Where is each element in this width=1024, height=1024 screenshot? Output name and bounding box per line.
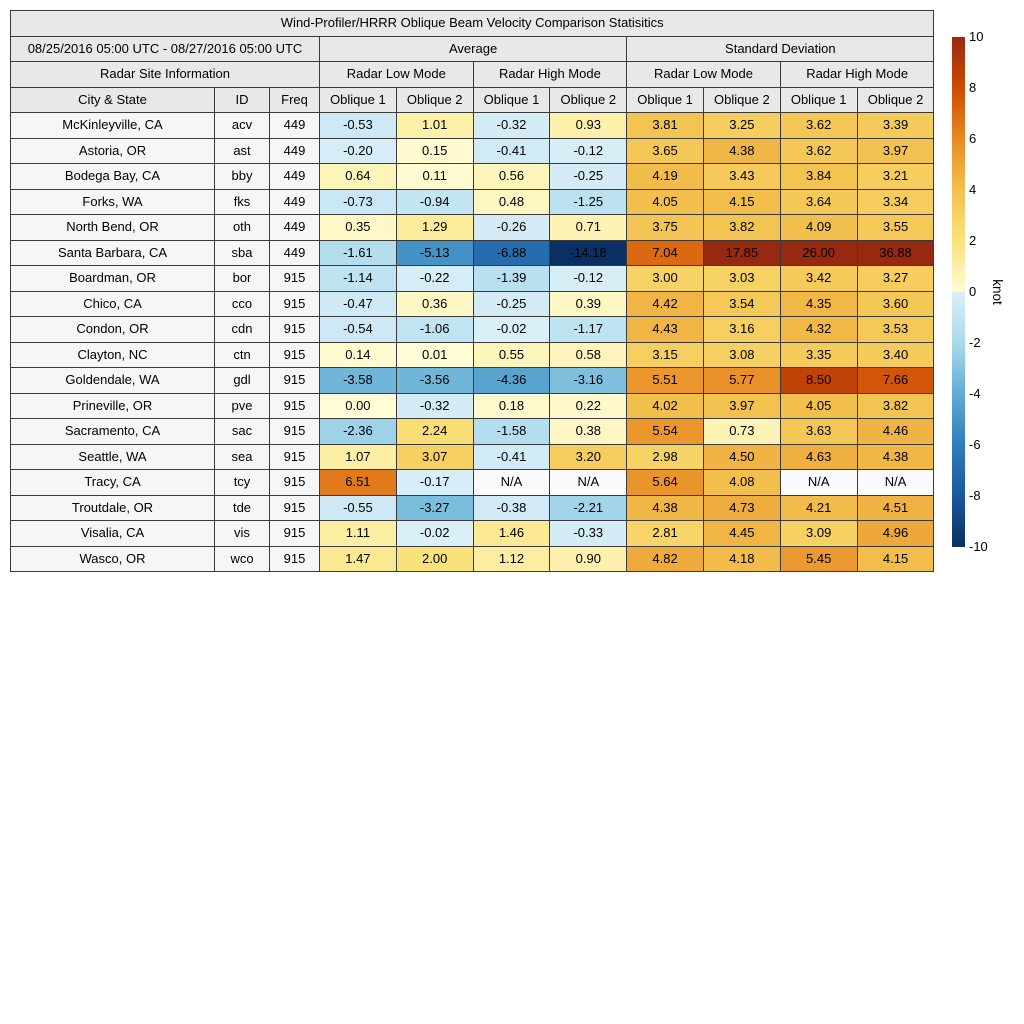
city-cell: North Bend, OR <box>11 215 215 241</box>
value-cell: -3.27 <box>396 495 473 521</box>
value-cell: 4.96 <box>857 521 934 547</box>
id-cell: bby <box>215 164 270 190</box>
value-cell: -0.20 <box>320 138 397 164</box>
freq-cell: 915 <box>270 266 320 292</box>
value-cell: 17.85 <box>703 240 780 266</box>
table-row <box>11 546 934 572</box>
value-cell: 3.20 <box>550 444 627 470</box>
group-header-standard-deviation: Standard Deviation <box>627 36 934 62</box>
table-row <box>11 419 934 445</box>
value-cell: 4.09 <box>780 215 857 241</box>
value-cell: -1.25 <box>550 189 627 215</box>
radar-site-information-header: Radar Site Information <box>11 62 320 88</box>
city-cell: Forks, WA <box>11 189 215 215</box>
value-cell: -1.06 <box>396 317 473 343</box>
freq-cell: 915 <box>270 317 320 343</box>
value-cell: -0.26 <box>473 215 550 241</box>
freq-cell: 449 <box>270 189 320 215</box>
table-row <box>11 470 934 496</box>
city-cell: Wasco, OR <box>11 546 215 572</box>
oblique2-header: Oblique 2 <box>396 87 473 113</box>
value-cell: -5.13 <box>396 240 473 266</box>
id-cell: sba <box>215 240 270 266</box>
value-cell: -3.56 <box>396 368 473 394</box>
value-cell: 0.64 <box>320 164 397 190</box>
value-cell: 3.43 <box>703 164 780 190</box>
value-cell: 3.63 <box>780 419 857 445</box>
avg-high-mode-header: Radar High Mode <box>473 62 627 88</box>
value-cell: 4.45 <box>703 521 780 547</box>
value-cell: 3.21 <box>857 164 934 190</box>
value-cell: 3.39 <box>857 113 934 139</box>
value-cell: 1.29 <box>396 215 473 241</box>
value-cell: 8.50 <box>780 368 857 394</box>
freq-header: Freq <box>270 87 320 113</box>
value-cell: 4.19 <box>627 164 704 190</box>
table-row <box>11 444 934 470</box>
colorbar-tick-label: 2 <box>969 233 977 248</box>
city-cell: Condon, OR <box>11 317 215 343</box>
freq-cell: 915 <box>270 393 320 419</box>
city-cell: Bodega Bay, CA <box>11 164 215 190</box>
value-cell: 4.35 <box>780 291 857 317</box>
freq-cell: 449 <box>270 138 320 164</box>
value-cell: 26.00 <box>780 240 857 266</box>
id-cell: acv <box>215 113 270 139</box>
colorbar-tick-label: -10 <box>969 539 988 554</box>
value-cell: 4.38 <box>627 495 704 521</box>
value-cell: -6.88 <box>473 240 550 266</box>
value-cell: 4.18 <box>703 546 780 572</box>
table-row <box>11 240 934 266</box>
value-cell: 0.39 <box>550 291 627 317</box>
value-cell: 3.64 <box>780 189 857 215</box>
id-cell: sac <box>215 419 270 445</box>
value-cell: 6.51 <box>320 470 397 496</box>
value-cell: 1.11 <box>320 521 397 547</box>
value-cell: 5.45 <box>780 546 857 572</box>
value-cell: -0.55 <box>320 495 397 521</box>
table-title: Wind-Profiler/HRRR Oblique Beam Velocity Comparison Statisitics <box>11 11 934 37</box>
value-cell: 2.81 <box>627 521 704 547</box>
value-cell: 4.50 <box>703 444 780 470</box>
value-cell: -0.02 <box>396 521 473 547</box>
value-cell: 3.42 <box>780 266 857 292</box>
colorbar-tick-label: -6 <box>969 437 981 452</box>
value-cell: -0.38 <box>473 495 550 521</box>
value-cell: 0.18 <box>473 393 550 419</box>
value-cell: -0.25 <box>550 164 627 190</box>
table-row <box>11 393 934 419</box>
table-row <box>11 266 934 292</box>
group-header-average: Average <box>320 36 627 62</box>
date-range: 08/25/2016 05:00 UTC - 08/27/2016 05:00 UTC <box>11 36 320 62</box>
table-row <box>11 521 934 547</box>
colorbar-unit-label: knot <box>990 279 1005 305</box>
value-cell: -0.17 <box>396 470 473 496</box>
value-cell: 2.24 <box>396 419 473 445</box>
colorbar-tick-label: -4 <box>969 386 981 401</box>
value-cell: 4.08 <box>703 470 780 496</box>
value-cell: 5.64 <box>627 470 704 496</box>
id-header: ID <box>215 87 270 113</box>
table-row <box>11 317 934 343</box>
value-cell: 0.38 <box>550 419 627 445</box>
value-cell: 1.01 <box>396 113 473 139</box>
value-cell: 0.35 <box>320 215 397 241</box>
value-cell: -0.41 <box>473 138 550 164</box>
id-cell: tcy <box>215 470 270 496</box>
value-cell: 4.32 <box>780 317 857 343</box>
value-cell: 0.01 <box>396 342 473 368</box>
value-cell: -3.16 <box>550 368 627 394</box>
id-cell: ctn <box>215 342 270 368</box>
value-cell: -1.17 <box>550 317 627 343</box>
city-cell: Astoria, OR <box>11 138 215 164</box>
city-cell: Tracy, CA <box>11 470 215 496</box>
value-cell: 5.51 <box>627 368 704 394</box>
value-cell: -0.12 <box>550 138 627 164</box>
value-cell: 0.90 <box>550 546 627 572</box>
value-cell: -0.32 <box>473 113 550 139</box>
value-cell: 5.77 <box>703 368 780 394</box>
id-cell: vis <box>215 521 270 547</box>
value-cell: 0.71 <box>550 215 627 241</box>
table-body <box>11 113 934 572</box>
value-cell: 0.48 <box>473 189 550 215</box>
value-cell: N/A <box>473 470 550 496</box>
value-cell: -1.58 <box>473 419 550 445</box>
value-cell: 4.38 <box>857 444 934 470</box>
city-cell: McKinleyville, CA <box>11 113 215 139</box>
value-cell: -0.12 <box>550 266 627 292</box>
value-cell: 4.15 <box>857 546 934 572</box>
colorbar-tick-label: 10 <box>969 29 984 44</box>
value-cell: 3.60 <box>857 291 934 317</box>
value-cell: 2.98 <box>627 444 704 470</box>
freq-cell: 915 <box>270 546 320 572</box>
id-cell: tde <box>215 495 270 521</box>
id-cell: ast <box>215 138 270 164</box>
value-cell: -0.41 <box>473 444 550 470</box>
column-header-row <box>11 87 934 113</box>
value-cell: N/A <box>550 470 627 496</box>
value-cell: -0.94 <box>396 189 473 215</box>
value-cell: 1.47 <box>320 546 397 572</box>
value-cell: 3.62 <box>780 138 857 164</box>
oblique2-header: Oblique 2 <box>703 87 780 113</box>
value-cell: 7.04 <box>627 240 704 266</box>
city-cell: Seattle, WA <box>11 444 215 470</box>
city-cell: Santa Barbara, CA <box>11 240 215 266</box>
freq-cell: 915 <box>270 444 320 470</box>
colorbar-tick-label: -2 <box>969 335 981 350</box>
value-cell: 3.97 <box>857 138 934 164</box>
value-cell: 4.43 <box>627 317 704 343</box>
id-cell: cdn <box>215 317 270 343</box>
table-row <box>11 215 934 241</box>
table-row <box>11 164 934 190</box>
value-cell: 4.42 <box>627 291 704 317</box>
value-cell: 0.93 <box>550 113 627 139</box>
table-row <box>11 342 934 368</box>
colorbar-tick-label: 0 <box>969 284 977 299</box>
value-cell: -1.61 <box>320 240 397 266</box>
value-cell: 3.53 <box>857 317 934 343</box>
id-cell: gdl <box>215 368 270 394</box>
value-cell: 4.82 <box>627 546 704 572</box>
freq-cell: 915 <box>270 521 320 547</box>
colorbar-gradient <box>952 37 965 547</box>
value-cell: 3.08 <box>703 342 780 368</box>
value-cell: -1.14 <box>320 266 397 292</box>
oblique2-header: Oblique 2 <box>857 87 934 113</box>
value-cell: N/A <box>857 470 934 496</box>
city-cell: Boardman, OR <box>11 266 215 292</box>
freq-cell: 915 <box>270 342 320 368</box>
value-cell: -0.25 <box>473 291 550 317</box>
value-cell: 3.34 <box>857 189 934 215</box>
value-cell: 3.40 <box>857 342 934 368</box>
value-cell: 4.63 <box>780 444 857 470</box>
value-cell: 3.81 <box>627 113 704 139</box>
value-cell: -0.22 <box>396 266 473 292</box>
id-cell: fks <box>215 189 270 215</box>
value-cell: 36.88 <box>857 240 934 266</box>
value-cell: 3.54 <box>703 291 780 317</box>
value-cell: -14.18 <box>550 240 627 266</box>
freq-cell: 915 <box>270 470 320 496</box>
value-cell: -0.33 <box>550 521 627 547</box>
colorbar-tick-label: -8 <box>969 488 981 503</box>
id-cell: pve <box>215 393 270 419</box>
value-cell: 3.82 <box>857 393 934 419</box>
value-cell: 1.12 <box>473 546 550 572</box>
city-cell: Prineville, OR <box>11 393 215 419</box>
table-row <box>11 495 934 521</box>
city-cell: Troutdale, OR <box>11 495 215 521</box>
value-cell: 0.56 <box>473 164 550 190</box>
id-cell: sea <box>215 444 270 470</box>
value-cell: 3.82 <box>703 215 780 241</box>
value-cell: 3.03 <box>703 266 780 292</box>
table-row <box>11 368 934 394</box>
table-row <box>11 113 934 139</box>
freq-cell: 449 <box>270 164 320 190</box>
value-cell: 4.15 <box>703 189 780 215</box>
freq-cell: 915 <box>270 495 320 521</box>
table-row <box>11 189 934 215</box>
colorbar-tick-label: 4 <box>969 182 977 197</box>
mode-header-row <box>11 62 934 88</box>
value-cell: 0.11 <box>396 164 473 190</box>
value-cell: 4.51 <box>857 495 934 521</box>
value-cell: 3.97 <box>703 393 780 419</box>
value-cell: 0.73 <box>703 419 780 445</box>
value-cell: 3.55 <box>857 215 934 241</box>
value-cell: 4.38 <box>703 138 780 164</box>
value-cell: 3.35 <box>780 342 857 368</box>
value-cell: 4.05 <box>780 393 857 419</box>
value-cell: 0.15 <box>396 138 473 164</box>
city-cell: Visalia, CA <box>11 521 215 547</box>
value-cell: 3.65 <box>627 138 704 164</box>
value-cell: -1.39 <box>473 266 550 292</box>
value-cell: 0.58 <box>550 342 627 368</box>
value-cell: 5.54 <box>627 419 704 445</box>
value-cell: -0.73 <box>320 189 397 215</box>
value-cell: 0.14 <box>320 342 397 368</box>
freq-cell: 449 <box>270 240 320 266</box>
freq-cell: 449 <box>270 113 320 139</box>
oblique1-header: Oblique 1 <box>473 87 550 113</box>
freq-cell: 915 <box>270 419 320 445</box>
city-cell: Sacramento, CA <box>11 419 215 445</box>
value-cell: 1.07 <box>320 444 397 470</box>
city-cell: Clayton, NC <box>11 342 215 368</box>
value-cell: -0.02 <box>473 317 550 343</box>
value-cell: 3.09 <box>780 521 857 547</box>
oblique2-header: Oblique 2 <box>550 87 627 113</box>
value-cell: -3.58 <box>320 368 397 394</box>
city-cell: Chico, CA <box>11 291 215 317</box>
value-cell: 0.00 <box>320 393 397 419</box>
value-cell: -4.36 <box>473 368 550 394</box>
value-cell: -0.54 <box>320 317 397 343</box>
city-cell: Goldendale, WA <box>11 368 215 394</box>
value-cell: 4.21 <box>780 495 857 521</box>
value-cell: 3.75 <box>627 215 704 241</box>
id-cell: wco <box>215 546 270 572</box>
value-cell: 4.73 <box>703 495 780 521</box>
value-cell: N/A <box>780 470 857 496</box>
id-cell: cco <box>215 291 270 317</box>
group-header-row <box>11 36 934 62</box>
value-cell: 1.46 <box>473 521 550 547</box>
value-cell: 0.22 <box>550 393 627 419</box>
value-cell: -2.21 <box>550 495 627 521</box>
value-cell: -0.53 <box>320 113 397 139</box>
value-cell: 3.15 <box>627 342 704 368</box>
freq-cell: 449 <box>270 215 320 241</box>
oblique1-header: Oblique 1 <box>320 87 397 113</box>
value-cell: 3.84 <box>780 164 857 190</box>
title-row <box>11 11 934 37</box>
table-row <box>11 138 934 164</box>
value-cell: 0.55 <box>473 342 550 368</box>
city-state-header: City & State <box>11 87 215 113</box>
std-low-mode-header: Radar Low Mode <box>627 62 781 88</box>
value-cell: 4.46 <box>857 419 934 445</box>
value-cell: 7.66 <box>857 368 934 394</box>
avg-low-mode-header: Radar Low Mode <box>320 62 474 88</box>
oblique1-header: Oblique 1 <box>780 87 857 113</box>
stats-table <box>10 10 934 572</box>
id-cell: oth <box>215 215 270 241</box>
value-cell: 0.36 <box>396 291 473 317</box>
freq-cell: 915 <box>270 368 320 394</box>
value-cell: 4.05 <box>627 189 704 215</box>
colorbar <box>952 29 1022 554</box>
value-cell: 3.27 <box>857 266 934 292</box>
std-high-mode-header: Radar High Mode <box>780 62 934 88</box>
id-cell: bor <box>215 266 270 292</box>
value-cell: 3.07 <box>396 444 473 470</box>
value-cell: 3.62 <box>780 113 857 139</box>
value-cell: -2.36 <box>320 419 397 445</box>
table-row <box>11 291 934 317</box>
colorbar-tick-label: 6 <box>969 131 977 146</box>
value-cell: 2.00 <box>396 546 473 572</box>
value-cell: 4.02 <box>627 393 704 419</box>
value-cell: -0.32 <box>396 393 473 419</box>
value-cell: -0.47 <box>320 291 397 317</box>
oblique1-header: Oblique 1 <box>627 87 704 113</box>
colorbar-tick-label: 8 <box>969 80 977 95</box>
freq-cell: 915 <box>270 291 320 317</box>
value-cell: 3.25 <box>703 113 780 139</box>
value-cell: 3.00 <box>627 266 704 292</box>
value-cell: 3.16 <box>703 317 780 343</box>
